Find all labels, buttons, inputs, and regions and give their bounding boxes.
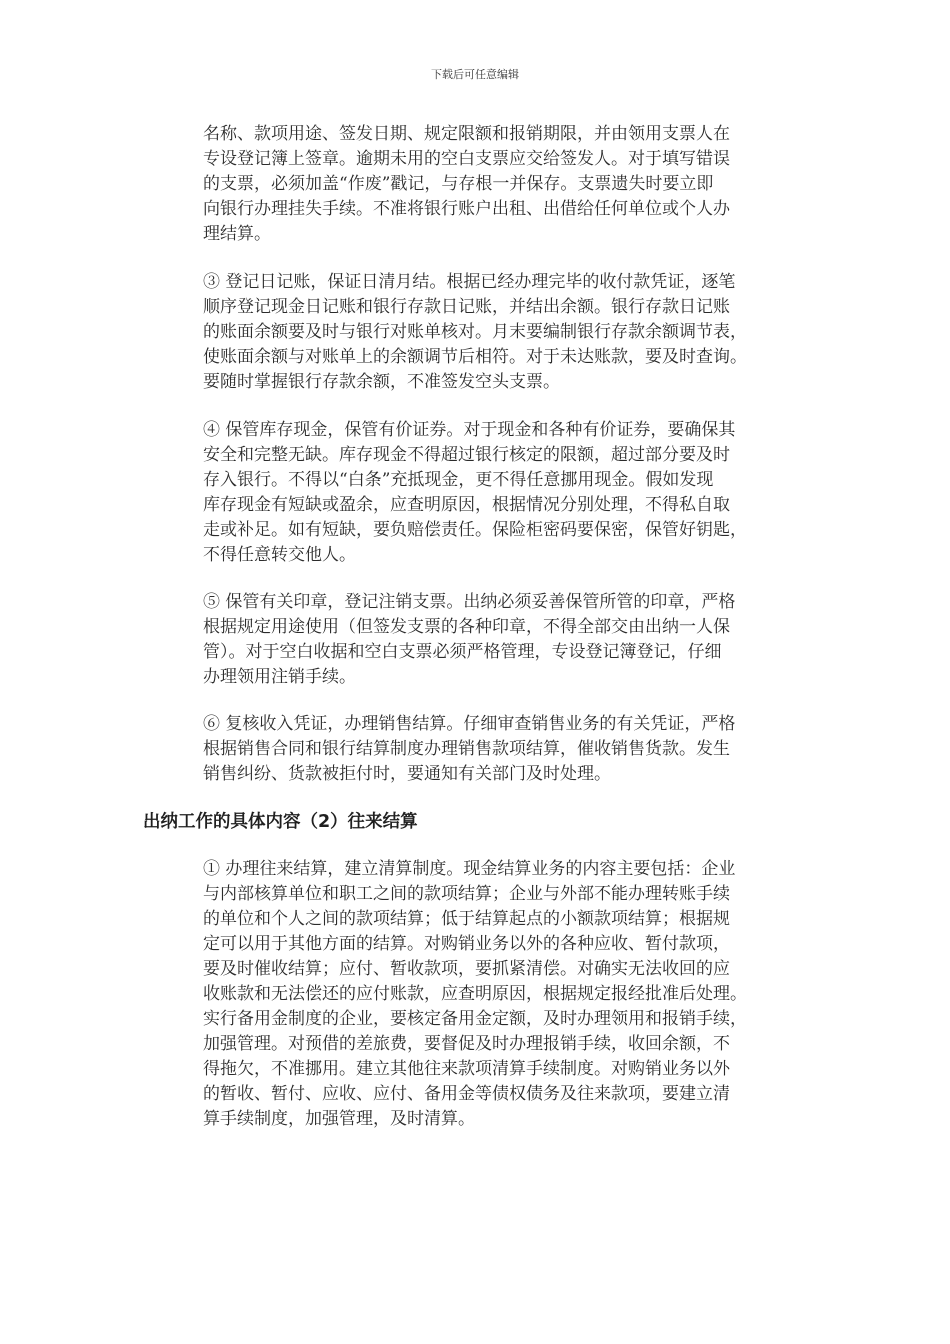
text-line: 向银行办理挂失手续。不准将银行账户出租、出借给任何单位或个人办 bbox=[203, 199, 730, 219]
text-line: 专设登记簿上签章。逾期未用的空白支票应交给签发人。对于填写错误 bbox=[203, 149, 730, 169]
text-line: 走或补足。如有短缺，要负赔偿责任。保险柜密码要保密，保管好钥匙， bbox=[203, 520, 747, 540]
text-line: 不得任意转交他人。 bbox=[203, 545, 356, 565]
text-line: 定可以用于其他方面的结算。对购销业务以外的各种应收、暂付款项， bbox=[203, 934, 730, 954]
paragraph-journal bbox=[203, 270, 808, 395]
text-line: 的支票，必须加盖“作废”戳记，与存根一并保存。支票遗失时要立即 bbox=[203, 174, 714, 194]
text-line: 要及时催收结算；应付、暂收款项，要抓紧清偿。对确实无法收回的应 bbox=[203, 959, 730, 979]
text-line: 要随时掌握银行存款余额，不准签发空头支票。 bbox=[203, 372, 560, 392]
text-line: ⑤ 保管有关印章，登记注销支票。出纳必须妥善保管所管的印章，严格 bbox=[203, 592, 736, 612]
section-heading: 出纳工作的具体内容（2）往来结算 bbox=[143, 812, 418, 832]
text-line: 的账面余额要及时与银行对账单核对。月末要编制银行存款余额调节表， bbox=[203, 322, 747, 342]
paragraph-checks bbox=[203, 122, 808, 247]
text-line: 的暂收、暂付、应收、应付、备用金等债权债务及往来款项，要建立清 bbox=[203, 1084, 730, 1104]
text-line: 根据规定用途使用（但签发支票的各种印章，不得全部交由出纳一人保 bbox=[203, 617, 730, 637]
text-line: 存入银行。不得以“白条”充抵现金，更不得任意挪用现金。假如发现 bbox=[203, 470, 714, 490]
paragraph-settlement bbox=[203, 857, 808, 1132]
text-line: 实行备用金制度的企业，要核定备用金定额，及时办理领用和报销手续， bbox=[203, 1009, 747, 1029]
text-line: 库存现金有短缺或盈余，应查明原因，根据情况分别处理，不得私自取 bbox=[203, 495, 730, 515]
text-line: 理结算。 bbox=[203, 224, 271, 244]
paragraph-seals bbox=[203, 590, 808, 690]
text-line: 的单位和个人之间的款项结算；低于结算起点的小额款项结算；根据规 bbox=[203, 909, 730, 929]
text-line: 根据销售合同和银行结算制度办理销售款项结算，催收销售货款。发生 bbox=[203, 739, 730, 759]
text-line: 销售纠纷、货款被拒付时，要通知有关部门及时处理。 bbox=[203, 764, 611, 784]
text-line: 安全和完整无缺。库存现金不得超过银行核定的限额，超过部分要及时 bbox=[203, 445, 730, 465]
text-line: 与内部核算单位和职工之间的款项结算；企业与外部不能办理转账手续 bbox=[203, 884, 730, 904]
text-line: 得拖欠，不准挪用。建立其他往来款项清算手续制度。对购销业务以外 bbox=[203, 1059, 730, 1079]
text-line: 名称、款项用途、签发日期、规定限额和报销期限，并由领用支票人在 bbox=[203, 124, 730, 144]
text-line: 办理领用注销手续。 bbox=[203, 667, 356, 687]
text-line: ⑥ 复核收入凭证，办理销售结算。仔细审查销售业务的有关凭证，严格 bbox=[203, 714, 736, 734]
text-line: ④ 保管库存现金，保管有价证券。对于现金和各种有价证券，要确保其 bbox=[203, 420, 736, 440]
text-line: 使账面余额与对账单上的余额调节后相符。对于未达账款，要及时查询。 bbox=[203, 347, 747, 367]
text-line: 算手续制度，加强管理，及时清算。 bbox=[203, 1109, 475, 1129]
text-line: 顺序登记现金日记账和银行存款日记账，并结出余额。银行存款日记账 bbox=[203, 297, 730, 317]
text-line: ③ 登记日记账，保证日清月结。根据已经办理完毕的收付款凭证，逐笔 bbox=[203, 272, 736, 292]
text-line: 加强管理。对预借的差旅费，要督促及时办理报销手续，收回余额，不 bbox=[203, 1034, 730, 1054]
paragraph-sales bbox=[203, 712, 808, 787]
text-line: 管）。对于空白收据和空白支票必须严格管理，专设登记簿登记，仔细 bbox=[203, 642, 722, 662]
text-line: ① 办理往来结算，建立清算制度。现金结算业务的内容主要包括：企业 bbox=[203, 859, 736, 879]
page-header: 下载后可任意编辑 bbox=[431, 68, 519, 81]
paragraph-cash-custody bbox=[203, 418, 808, 568]
text-line: 收账款和无法偿还的应付账款，应查明原因，根据规定报经批准后处理。 bbox=[203, 984, 747, 1004]
